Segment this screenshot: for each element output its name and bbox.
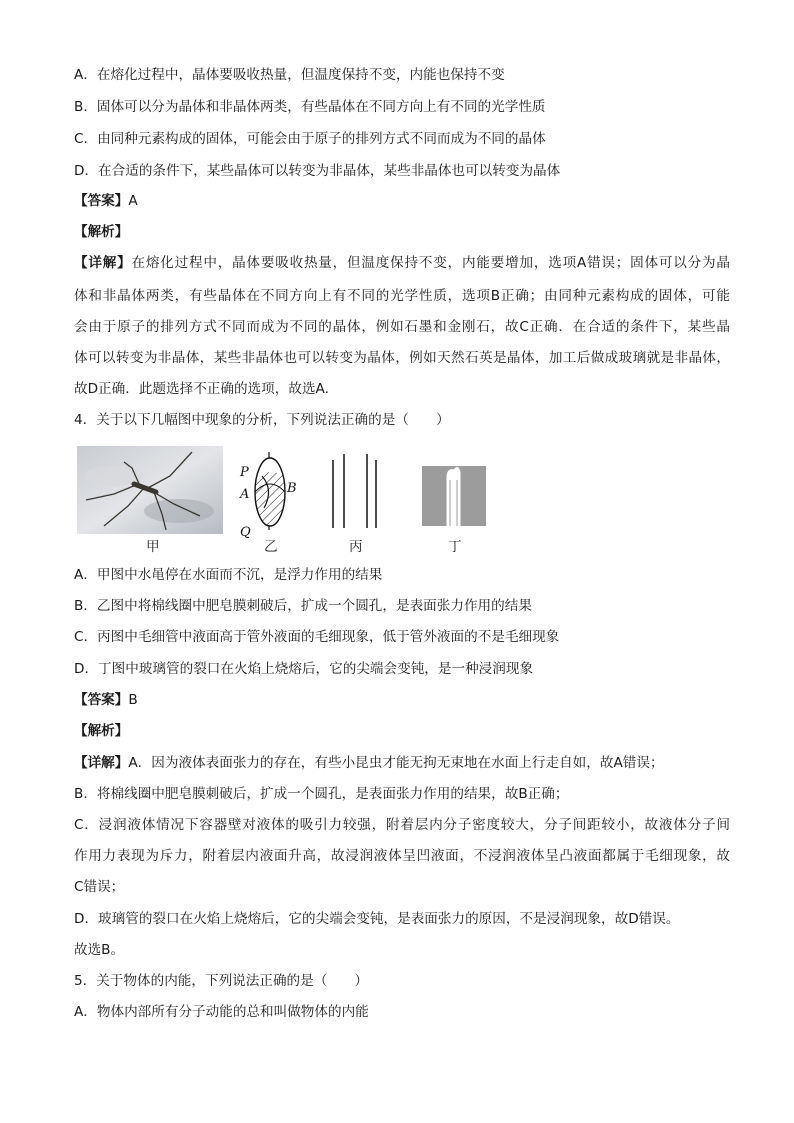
point-b: B	[287, 481, 297, 496]
q4-detail-line: 故选B。	[74, 942, 125, 958]
q4-option-c: C．丙图中毛细管中液面高于管外液面的毛细现象，低于管外液面的不是毛细现象	[74, 629, 560, 645]
q4-detail-line	[74, 754, 664, 772]
q3-option-a: A．在熔化过程中，晶体要吸收热量，但温度保持不变，内能也保持不变	[74, 67, 505, 83]
q3-detail-line	[74, 254, 730, 272]
q5-option-a: A．物体内部所有分子动能的总和叫做物体的内能	[74, 1004, 369, 1020]
q4-detail-line: C．浸润液体情况下容器壁对液体的吸引力较强，附着层内分子密度较大，分子间距较小，故液体分子间	[74, 817, 730, 833]
q3-detail-line: 会由于原子的排列方式不同而成为不同的晶体，例如石墨和金刚石，故C正确．在合适的条件下，某些晶	[74, 319, 730, 335]
figure-label-jia: 甲	[146, 539, 160, 555]
capillary-tubes-diagram	[333, 454, 376, 528]
water-strider-image	[77, 446, 223, 534]
q4-figure-svg	[74, 446, 494, 558]
q3-option-c: C．由同种元素构成的固体，可能会由于原子的排列方式不同而成为不同的晶体	[74, 131, 546, 147]
figure-label-bing: 丙	[349, 539, 363, 555]
q4-detail-line: B．将棉线圈中肥皂膜刺破后，扩成一个圆孔，是表面张力作用的结果，故B正确；	[74, 786, 569, 802]
q3-detail-line: 故D正确．此题选择不正确的选项，故选A.	[74, 381, 329, 397]
detail-tag: 【详解】	[74, 755, 129, 771]
q4-detail-line: C错误；	[74, 879, 125, 895]
q3-detail-line: 体和非晶体两类，有些晶体在不同方向上有不同的光学性质，选项B正确；由同种元素构成的固体，可能	[74, 288, 730, 304]
q4-option-d: D．丁图中玻璃管的裂口在火焰上烧熔后，它的尖端会变钝，是一种浸润现象	[74, 661, 534, 677]
detail-text: 在熔化过程中，晶体要吸收热量，但温度保持不变，内能要增加，选项A错误；固体可以分为晶	[131, 255, 730, 271]
figure-label-yi: 乙	[264, 539, 278, 555]
q4-option-a: A．甲图中水黾停在水面而不沉，是浮力作用的结果	[74, 567, 383, 583]
point-p: P	[240, 465, 249, 480]
q5-stem: 5．关于物体的内能，下列说法正确的是（ ）	[74, 973, 369, 989]
figure-label-ding: 丁	[448, 539, 462, 555]
q3-option-b: B．固体可以分为晶体和非晶体两类，有些晶体在不同方向上有不同的光学性质	[74, 99, 546, 115]
answer-tag: 【答案】	[74, 692, 129, 708]
answer-value: A	[128, 193, 138, 209]
answer-tag: 【答案】	[74, 193, 129, 209]
detail-text: A．因为液体表面张力的存在，有些小昆虫才能无拘无束地在水面上行走自如，故A错误；	[128, 755, 664, 771]
soap-film-diagram	[239, 452, 297, 540]
detail-tag: 【详解】	[74, 255, 132, 271]
q3-answer	[74, 192, 138, 210]
q4-answer	[74, 691, 138, 709]
q3-option-d: D．在合适的条件下，某些晶体可以转变为非晶体，某些非晶体也可以转变为晶体	[74, 163, 561, 179]
q4-figure	[74, 446, 494, 558]
q4-stem: 4．关于以下几幅图中现象的分析，下列说法正确的是（ ）	[74, 412, 450, 428]
q4-analysis-tag: 【解析】	[74, 723, 129, 739]
q3-detail-line: 体可以转变为非晶体，某些非晶体也可以转变为晶体，例如天然石英是晶体，加工后做成玻璃就是非晶体，	[74, 350, 730, 366]
glass-tube-diagram	[422, 466, 486, 526]
q3-analysis-tag: 【解析】	[74, 224, 129, 240]
point-q: Q	[240, 525, 251, 540]
q4-detail-line: D．玻璃管的裂口在火焰上烧熔后，它的尖端会变钝，是表面张力的原因，不是浸润现象，故D错误。	[74, 911, 680, 927]
answer-value: B	[128, 692, 138, 708]
point-a: A	[240, 487, 250, 502]
q4-detail-line: 作用力表现为斥力，附着层内液面升高，故浸润液体呈凹液面，不浸润液体呈凸液面都属于毛细现象，故	[74, 848, 730, 864]
q4-option-b: B．乙图中将棉线圈中肥皂膜刺破后，扩成一个圆孔，是表面张力作用的结果	[74, 598, 532, 614]
